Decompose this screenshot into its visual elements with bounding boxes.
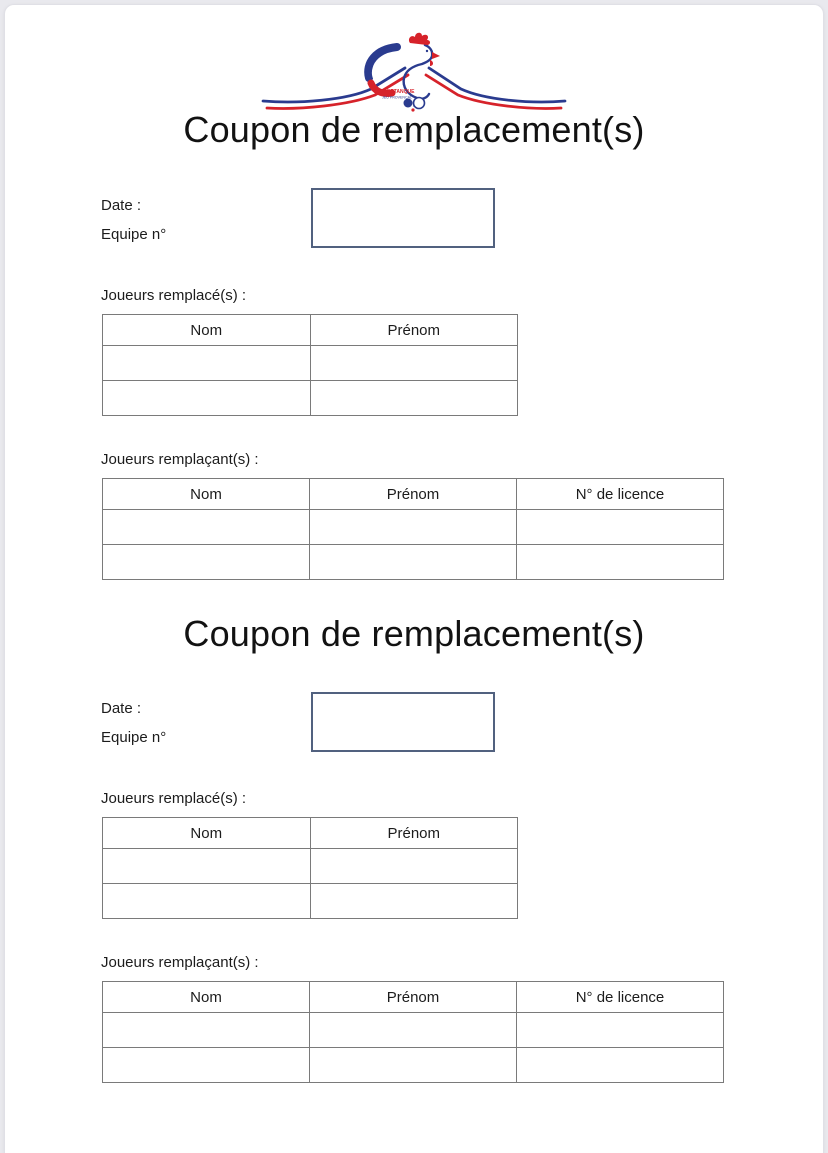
coupon2-replaced-table [102,817,518,919]
document-page [5,5,823,1153]
column-header-prenom: Prénom [310,315,518,346]
column-header-licence: N° de licence [517,982,724,1013]
coupon2-date-team-box[interactable] [311,692,495,752]
rooster-logo-icon [259,32,569,112]
table-cell[interactable] [310,545,517,580]
table-cell[interactable] [517,1048,724,1083]
table-cell[interactable] [103,1048,310,1083]
swoosh-right-blue [429,68,565,102]
coupon1-title: Coupon de remplacement(s) [183,109,645,150]
column-header-prenom: Prénom [310,982,517,1013]
table-cell[interactable] [103,545,310,580]
coupon1-date-label: Date : [101,197,142,214]
coupon2-title: Coupon de remplacement(s) [183,613,645,654]
boule-outline-icon [414,98,425,109]
rooster-comb [409,33,430,45]
coupon1-replaced-table [102,314,518,416]
table-cell[interactable] [517,545,724,580]
coupon1-date-team-box[interactable] [311,188,495,248]
table-cell[interactable] [103,381,311,416]
boule-solid-icon [404,99,413,108]
rooster-eye [426,50,428,52]
coupon1-replaced-label: Joueurs remplacé(s) : [101,287,247,304]
table-cell[interactable] [103,1013,310,1048]
column-header-prenom: Prénom [310,818,518,849]
table-cell[interactable] [517,510,724,545]
column-header-nom: Nom [103,818,311,849]
table-cell[interactable] [310,510,517,545]
column-header-prenom: Prénom [310,479,517,510]
column-header-nom: Nom [103,479,310,510]
column-header-nom: Nom [103,982,310,1013]
table-cell[interactable] [310,381,518,416]
ffpjp-logo [259,32,569,112]
coupon2-team-label: Equipe n° [101,729,167,746]
coupon1-replacement-label: Joueurs remplaçant(s) : [101,451,259,468]
column-header-nom: Nom [103,315,311,346]
coupon2-replaced-label: Joueurs remplacé(s) : [101,790,247,807]
coupon2-replacement-table [102,981,724,1083]
coupon2-date-label: Date : [101,700,142,717]
table-cell[interactable] [103,346,311,381]
table-cell[interactable] [310,346,518,381]
table-cell[interactable] [310,1048,517,1083]
column-header-licence: N° de licence [517,479,724,510]
table-cell[interactable] [103,510,310,545]
logo-text-line2: JEU PROVENÇAL [382,95,412,100]
coupon1-replacement-table [102,478,724,580]
table-cell[interactable] [310,1013,517,1048]
table-cell[interactable] [103,849,311,884]
coupon1-team-label: Equipe n° [101,226,167,243]
rooster-beak [432,52,440,59]
coupon2-replacement-label: Joueurs remplaçant(s) : [101,954,259,971]
table-cell[interactable] [310,884,518,919]
logo-text-line1: FF PETANQUE [379,89,415,95]
table-cell[interactable] [517,1013,724,1048]
rooster-wattle [430,60,433,66]
table-cell[interactable] [310,849,518,884]
table-cell[interactable] [103,884,311,919]
